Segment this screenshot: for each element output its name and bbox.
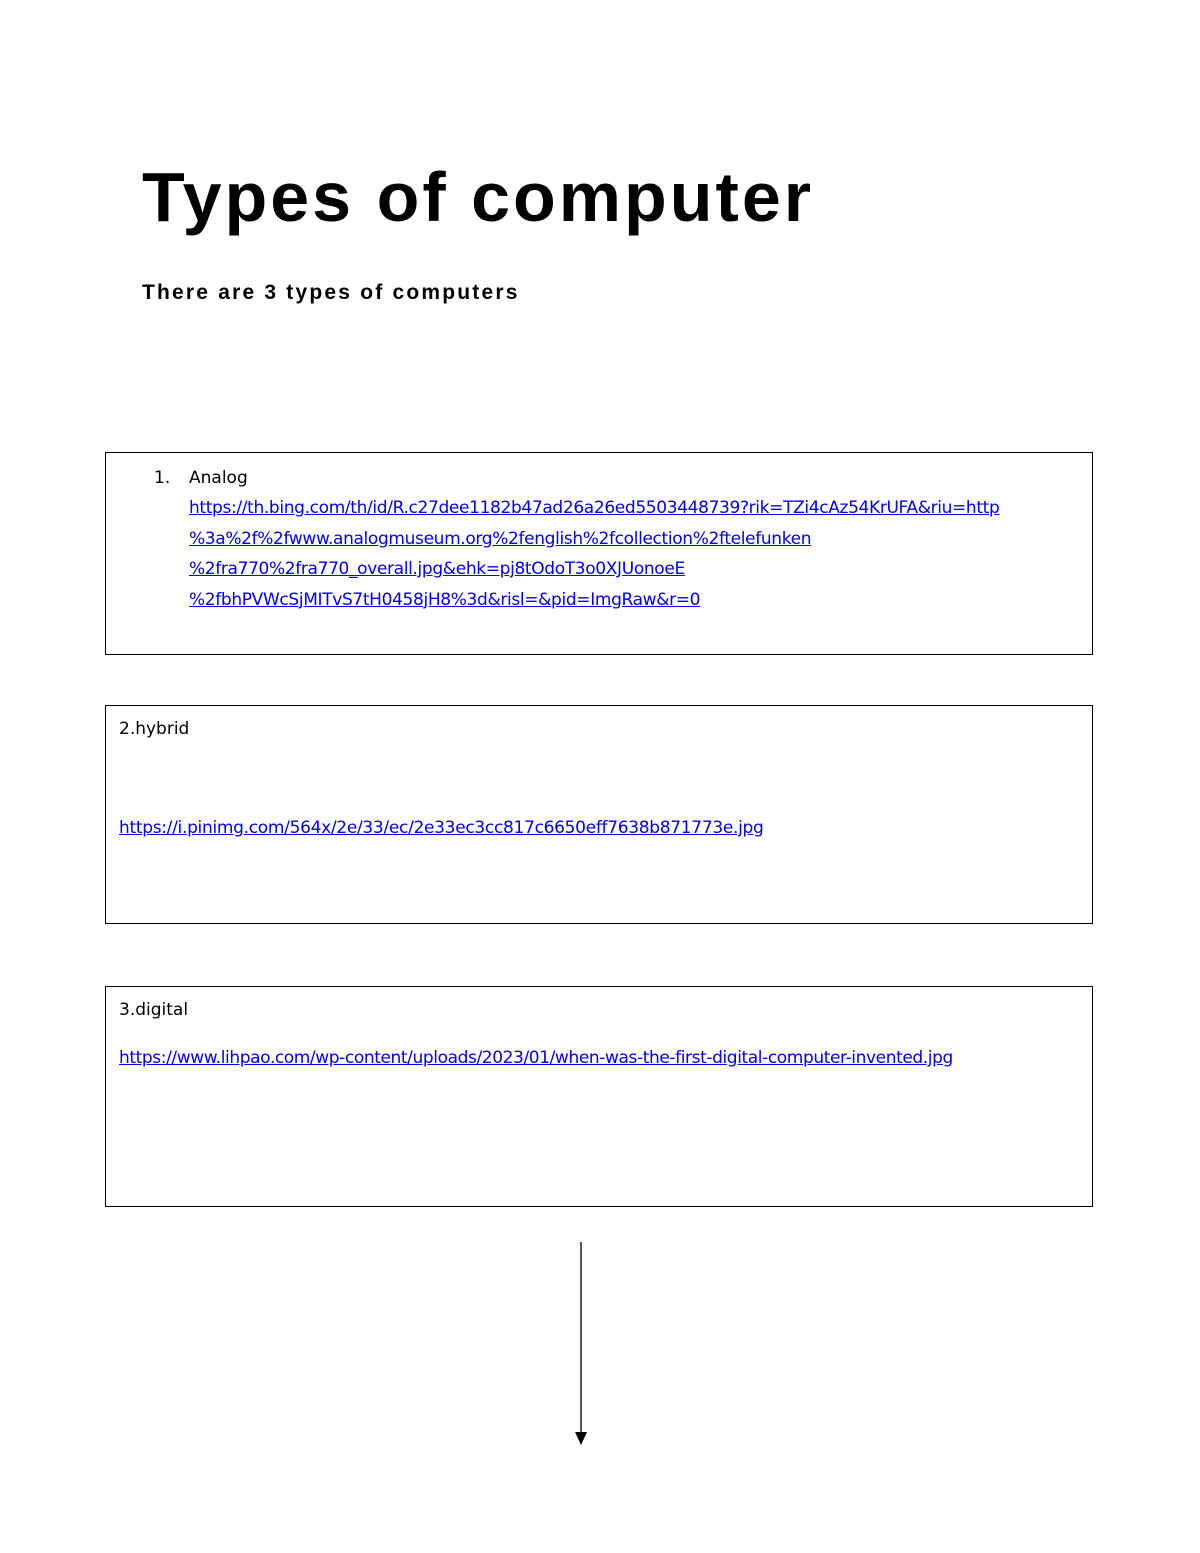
page-subtitle: There are 3 types of computers <box>142 281 520 304</box>
digital-image-link[interactable]: https://www.lihpao.com/wp-content/uploads/2023/01/when-was-the-first-digital-computer-invented.jpg <box>119 1048 953 1068</box>
digital-label: 3.digital <box>119 1000 189 1020</box>
analog-link-line-2[interactable]: %3a%2f%2fwww.analogmuseum.org%2fenglish%2fcollection%2ftelefunken <box>189 528 812 549</box>
analog-link-line-1[interactable]: https://th.bing.com/th/id/R.c27dee1182b47ad26a26ed5503448739?rik=TZi4cAz54KrUFA&riu=http <box>189 498 1000 518</box>
hybrid-section-box <box>105 705 1093 924</box>
analog-link-line-4[interactable]: %2fbhPVWcSjMITvS7tH0458jH8%3d&risl=&pid=ImgRaw&r=0 <box>189 589 701 610</box>
page-title: Types of computer <box>142 158 815 236</box>
hybrid-label: 2.hybrid <box>119 719 190 739</box>
analog-image-link[interactable] <box>189 493 999 615</box>
analog-section-box <box>105 452 1093 655</box>
hybrid-image-link[interactable]: https://i.pinimg.com/564x/2e/33/ec/2e33ec3cc817c6650eff7638b871773e.jpg <box>119 818 764 838</box>
down-arrow-icon <box>570 1242 592 1448</box>
digital-section-box <box>105 986 1093 1207</box>
analog-label: Analog <box>189 468 248 488</box>
analog-link-line-3[interactable]: %2fra770%2fra770_overall.jpg&ehk=pj8tOdoT3o0XJUonoeE <box>189 559 685 579</box>
list-number: 1. <box>154 468 171 488</box>
